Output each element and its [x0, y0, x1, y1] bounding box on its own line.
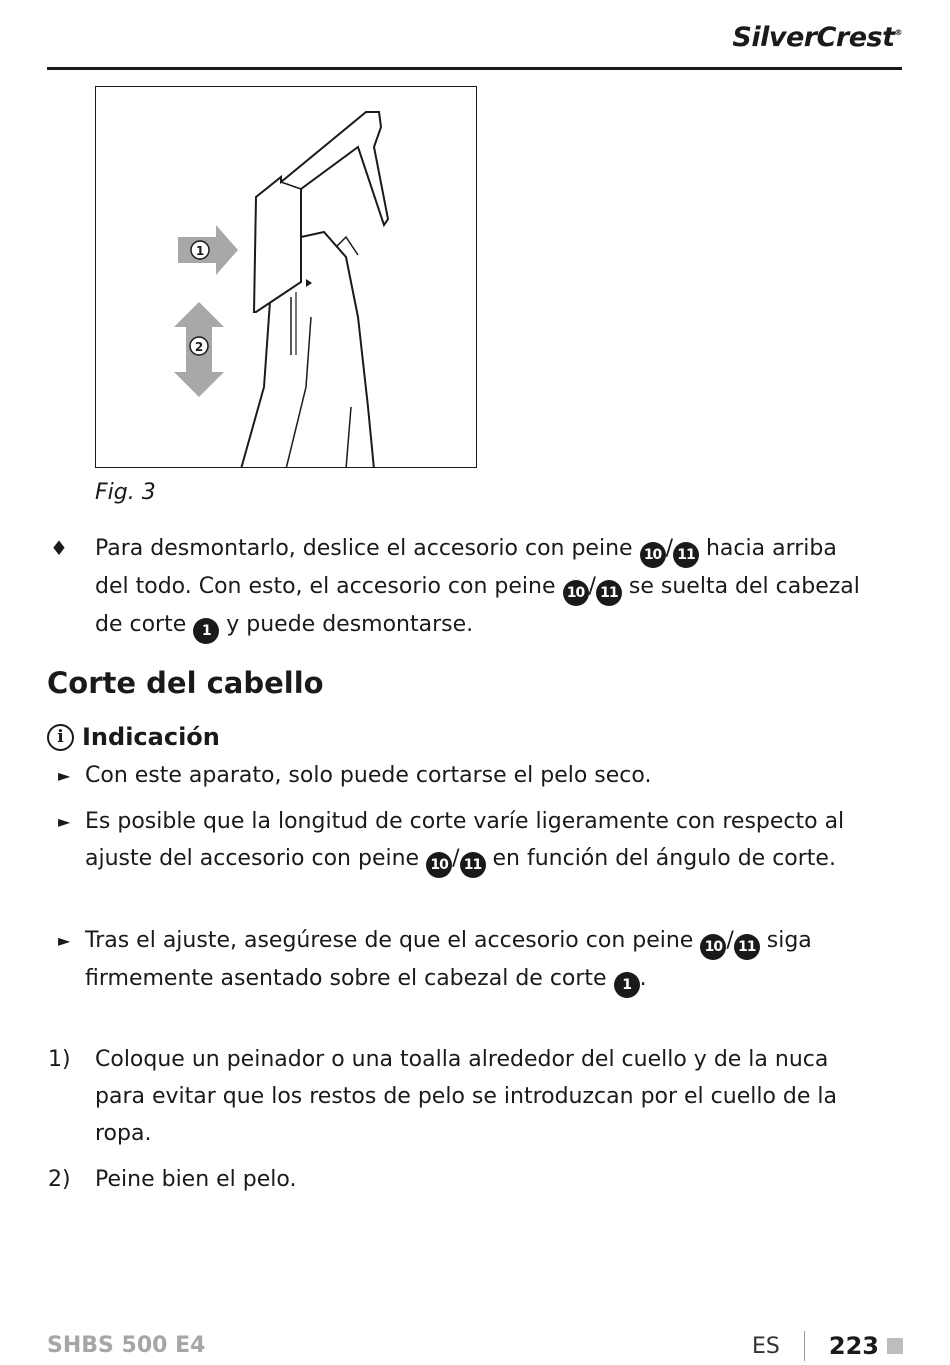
triangle-bullet-icon: ►	[58, 766, 71, 785]
step-number: 1)	[48, 1047, 71, 1072]
part-10-badge: 10	[640, 542, 666, 568]
part-10-badge: 10	[563, 580, 589, 606]
header-rule	[47, 67, 902, 70]
triangle-bullet-icon: ►	[58, 812, 71, 831]
info-icon: i	[47, 724, 74, 751]
part-10-badge: 10	[700, 934, 726, 960]
part-10-badge: 10	[426, 852, 452, 878]
intro-paragraph: Para desmontarlo, deslice el accesorio con peine 10 / 11 hacia arriba del todo. Con esto, el accesorio con peine 10 / 11 se suelta del cabezal de corte 1 y puede desmontarse.	[95, 530, 865, 644]
part-1-badge: 1	[614, 972, 640, 998]
part-11-badge: 11	[596, 580, 622, 606]
step-number: 2)	[48, 1167, 71, 1192]
note-title: Indicación	[82, 723, 220, 751]
note-item: Tras el ajuste, asegúrese de que el accesorio con peine 10 / 11 siga firmemente asentado sobre el cabezal de corte 1 .	[85, 922, 885, 998]
section-title: Corte del cabello	[47, 666, 324, 700]
footer-pagination	[752, 1330, 903, 1362]
note-item: Con este aparato, solo puede cortarse el pelo seco.	[85, 763, 652, 788]
callout-2: 2	[194, 340, 204, 354]
part-11-badge: 11	[734, 934, 760, 960]
part-11-badge: 11	[673, 542, 699, 568]
callout-1: 1	[195, 244, 205, 258]
figure-3	[95, 86, 477, 468]
part-1-badge: 1	[193, 618, 219, 644]
footer-divider	[804, 1331, 805, 1361]
note-heading	[47, 720, 220, 754]
diamond-bullet-icon: ♦	[50, 536, 68, 560]
triangle-bullet-icon: ►	[58, 931, 71, 950]
step-text: Peine bien el pelo.	[95, 1167, 297, 1192]
footer-model: SHBS 500 E4	[47, 1333, 206, 1358]
trimmer-illustration	[96, 87, 477, 468]
page-number: 223	[828, 1332, 879, 1360]
part-11-badge: 11	[460, 852, 486, 878]
figure-caption: Fig. 3	[95, 480, 156, 505]
brand-logo: SilverCrest®	[732, 22, 902, 53]
note-item: Es posible que la longitud de corte varíe ligeramente con respecto al ajuste del accesorio con peine 10 / 11 en función del ángulo de corte.	[85, 803, 875, 878]
page-marker-icon	[887, 1338, 903, 1354]
step-text: Coloque un peinador o una toalla alrededor del cuello y de la nuca para evitar que los restos de pelo se introduzcan por el cuello de la ropa.	[95, 1047, 838, 1146]
footer-language: ES	[752, 1333, 780, 1359]
